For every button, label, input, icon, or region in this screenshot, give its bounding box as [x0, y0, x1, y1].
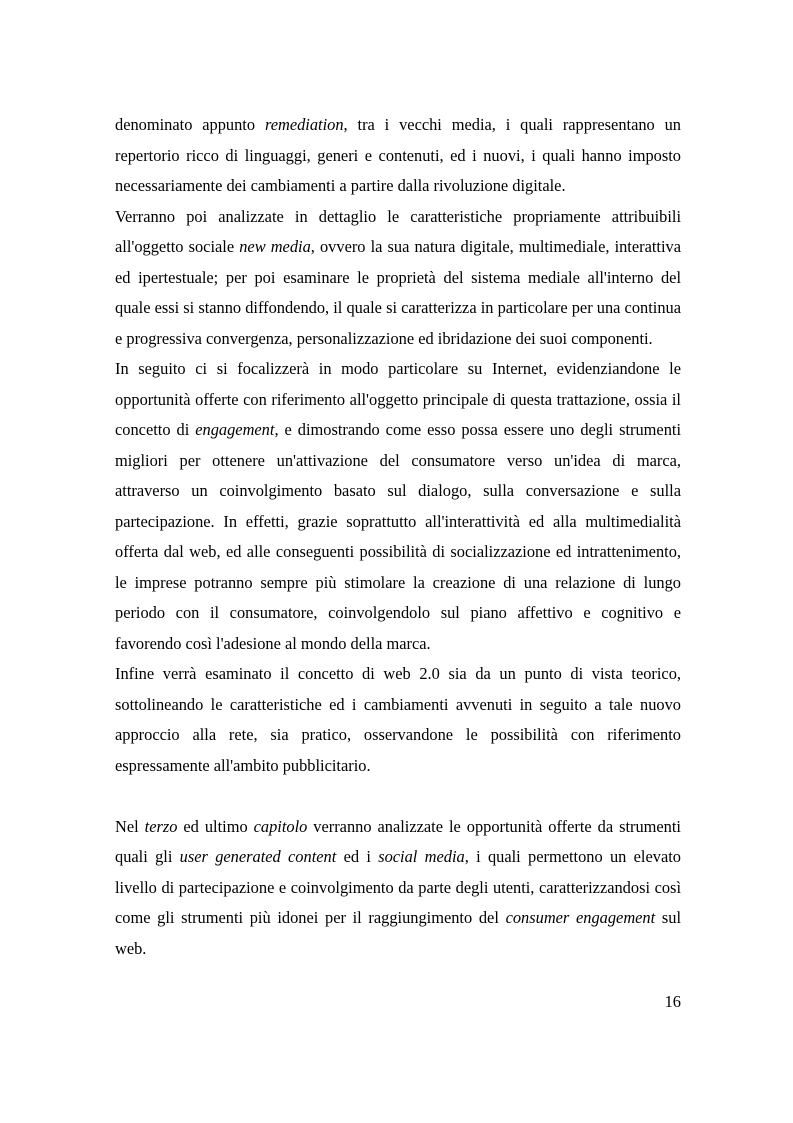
- text-segment: verranno analizzate le opportunità offerte da strumenti quali gli: [115, 816, 681, 866]
- paragraph-remediation: [115, 110, 681, 202]
- text-segment: sul web.: [115, 908, 681, 958]
- text-segment: , e dimostrando come esso possa essere uno degli strumenti migliori per ottenere un'attivazione del consumatore verso un'idea di marca, attraverso un coinvolgimento basato sul dialogo, sulla conversazione e sulla partecipazione. In effetti, grazie soprattutto all'interattività ed alla multimedialità offerta dal web, ed alle conseguenti possibilità di socializzazione ed intrattenimento, le imprese potranno sempre più stimolare la creazione di una relazione di lungo periodo con il consumatore, coinvolgendolo sul piano affettivo e cognitivo e favorendo così l'adesione al mondo della marca.: [115, 420, 682, 653]
- italic-term: remediation: [264, 115, 344, 134]
- paragraph-new-media: [115, 202, 681, 355]
- text-segment: Nel: [115, 816, 145, 836]
- text-segment: , tra i vecchi media, i quali rappresentano un repertorio ricco di linguaggi, generi e contenuti, ed i nuovi, i quali hanno imposto necessariamente dei cambiamenti a partire dalla rivoluzione digitale.: [115, 115, 681, 195]
- italic-term: engagement: [195, 420, 275, 439]
- text-segment: , i quali permettono un elevato livello di partecipazione e coinvolgimento da parte degli utenti, caratterizzandosi così come gli strumenti più idonei per il raggiungimento del: [115, 847, 681, 927]
- paragraph-internet-engagement: [115, 354, 681, 659]
- page-number: 16: [664, 992, 681, 1011]
- paragraph-web-2-0: [115, 659, 681, 781]
- paragraph-third-chapter: [115, 812, 681, 965]
- paragraph-spacer: [115, 781, 681, 812]
- text-segment: Verranno poi analizzate in dettaglio le caratteristiche propriamente attribuibili all'oggetto sociale: [115, 206, 681, 256]
- text-segment: ed ultimo: [177, 816, 254, 836]
- italic-term: user generated content: [179, 847, 337, 866]
- document-page: [115, 110, 681, 964]
- italic-term: consumer engagement: [505, 908, 656, 927]
- text-segment: ed i: [336, 847, 379, 866]
- text-segment: In seguito ci si focalizzerà in modo particolare su Internet, evidenziandone le opportunità offerte con riferimento all'oggetto principale di questa trattazione, ossia il concetto di: [115, 359, 681, 439]
- text-segment: , ovvero la sua natura digitale, multimediale, interattiva ed ipertestuale; per poi esaminare le proprietà del sistema mediale all'interno del quale essi si stanno diffondendo, il quale si caratterizza in particolare per una continua e progressiva convergenza, personalizzazione ed ibridazione dei suoi componenti.: [115, 237, 682, 348]
- italic-term: social media: [378, 847, 465, 866]
- text-segment: denominato appunto: [115, 115, 265, 134]
- text-segment: Infine verrà esaminato il concetto di web 2.0 sia da un punto di vista teorico, sottolineando le caratteristiche ed i cambiamenti avvenuti in seguito a tale nuovo approccio alla rete, sia pratico, osservandone le possibilità con riferimento espressamente all'ambito pubblicitario.: [115, 664, 681, 775]
- italic-term: new media: [239, 237, 311, 256]
- italic-term: terzo: [144, 816, 178, 836]
- italic-term: capitolo: [253, 816, 308, 836]
